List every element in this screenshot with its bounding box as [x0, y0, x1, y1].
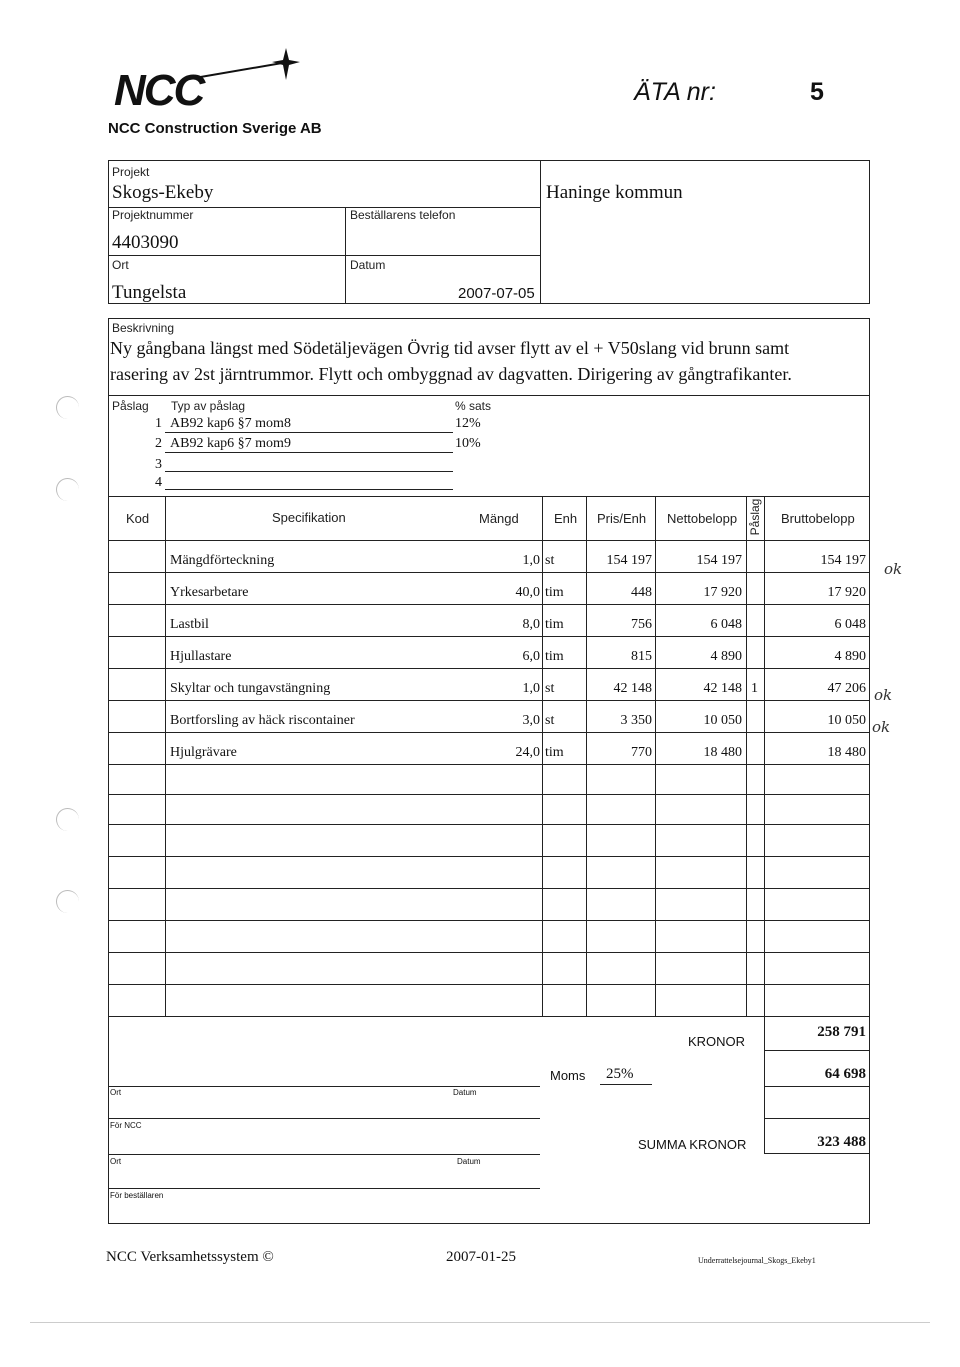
logo-text: NCC: [114, 66, 204, 115]
summa-value: 323 488: [817, 1134, 866, 1150]
moms-label: Moms: [550, 1068, 586, 1083]
kronor-value: 258 791: [817, 1024, 866, 1040]
ncc-logo: [108, 40, 308, 115]
for-ncc-label: För NCC: [110, 1121, 142, 1130]
row-mangd: 40,0: [515, 585, 540, 600]
paslag-label: Påslag: [112, 399, 149, 413]
row-mangd: 1,0: [522, 681, 540, 696]
punch-hole: [56, 478, 79, 501]
row-brutto: 10 050: [827, 713, 866, 728]
ata-number: 5: [810, 78, 824, 106]
main-form-box: [108, 318, 870, 1224]
paslag-row-num: 4: [155, 475, 162, 490]
row-enh: st: [545, 553, 555, 568]
punch-hole: [56, 808, 79, 831]
col-header-enh: Enh: [554, 511, 578, 526]
row-netto: 10 050: [703, 713, 742, 728]
col-header-kod: Kod: [126, 511, 150, 526]
row-pris: 3 350: [620, 713, 652, 728]
row-brutto: 154 197: [820, 553, 866, 568]
row-paslag: 1: [751, 681, 758, 696]
row-mangd: 3,0: [522, 713, 540, 728]
description-line-2: rasering av 2st järntrummor. Flytt och ombyggnad av dagvatten. Dirigering av gångtrafikanter.: [110, 364, 792, 384]
paslag-row-pct: 12%: [455, 416, 481, 431]
handwritten-note: ok: [884, 560, 903, 578]
paslag-row-type: AB92 kap6 §7 mom9: [170, 436, 291, 451]
col-header-specifikation: Specifikation: [272, 510, 346, 525]
row-mangd: 24,0: [515, 745, 540, 760]
row-specifikation: Skyltar och tungavstängning: [170, 681, 331, 696]
row-mangd: 8,0: [522, 617, 540, 632]
paslag-row-num: 1: [155, 416, 162, 431]
row-mangd: 1,0: [522, 553, 540, 568]
row-brutto: 18 480: [827, 745, 866, 760]
row-enh: tim: [545, 649, 564, 664]
row-netto: 18 480: [703, 745, 742, 760]
handwritten-note: ok: [874, 686, 893, 704]
row-netto: 154 197: [696, 553, 742, 568]
row-pris: 154 197: [606, 553, 652, 568]
row-specifikation: Lastbil: [170, 617, 209, 632]
place-label: Ort: [112, 258, 129, 272]
row-netto: 17 920: [703, 585, 742, 600]
row-brutto: 4 890: [834, 649, 866, 664]
row-specifikation: Mängdförteckning: [170, 553, 275, 568]
kronor-label: KRONOR: [688, 1034, 746, 1049]
footer-system: NCC Verksamhetssystem ©: [106, 1249, 274, 1265]
project-value: Skogs-Ekeby: [112, 182, 214, 203]
signature-ort-label: Ort: [110, 1088, 122, 1097]
paslag-row-pct: 10%: [455, 436, 481, 451]
place-value: Tungelsta: [112, 282, 187, 303]
row-specifikation: Yrkesarbetare: [170, 585, 249, 600]
paslag-type-label: Typ av påslag: [171, 399, 246, 413]
paslag-pct-label: % sats: [455, 399, 492, 413]
col-header-paslag: Påslag: [748, 498, 762, 536]
row-enh: st: [545, 713, 555, 728]
col-header-brutto: Bruttobelopp: [781, 511, 855, 526]
row-pris: 770: [631, 745, 652, 760]
footer-file: Underrattelsejournal_Skogs_Ekeby1: [698, 1256, 816, 1265]
description-line-1: Ny gångbana längst med Södetäljevägen Övrig tid avser flytt av el + V50slang vid brunn samt: [110, 338, 790, 358]
summa-label: SUMMA KRONOR: [638, 1137, 747, 1152]
moms-value: 64 698: [824, 1066, 866, 1082]
date-value: 2007-07-05: [458, 285, 535, 302]
moms-percent: 25%: [606, 1066, 634, 1082]
signature-datum-label: Datum: [453, 1088, 477, 1097]
project-number-value: 4403090: [112, 232, 179, 253]
punch-hole: [56, 396, 79, 419]
client-phone-label: Beställarens telefon: [350, 208, 456, 222]
row-netto: 42 148: [703, 681, 742, 696]
handwritten-note: ok: [872, 718, 891, 736]
row-netto: 4 890: [710, 649, 742, 664]
company-name: NCC Construction Sverige AB: [108, 120, 322, 137]
row-brutto: 17 920: [827, 585, 866, 600]
row-brutto: 47 206: [827, 681, 866, 696]
row-enh: tim: [545, 617, 564, 632]
row-pris: 42 148: [613, 681, 652, 696]
project-label: Projekt: [112, 165, 150, 179]
footer-date: 2007-01-25: [446, 1249, 516, 1265]
row-netto: 6 048: [710, 617, 742, 632]
punch-hole: [56, 890, 79, 913]
row-pris: 448: [631, 585, 652, 600]
row-pris: 756: [631, 617, 652, 632]
col-header-pris: Pris/Enh: [597, 511, 647, 526]
paslag-row-num: 2: [155, 436, 162, 451]
row-mangd: 6,0: [522, 649, 540, 664]
signature-datum-label-2: Datum: [457, 1157, 481, 1166]
description-label: Beskrivning: [112, 321, 175, 335]
paslag-row-type: AB92 kap6 §7 mom8: [170, 416, 291, 431]
ata-label: ÄTA nr:: [634, 78, 716, 106]
row-brutto: 6 048: [834, 617, 866, 632]
row-specifikation: Bortforsling av häck riscontainer: [170, 713, 355, 728]
signature-ort-label-2: Ort: [110, 1157, 122, 1166]
row-enh: tim: [545, 585, 564, 600]
project-box: [108, 160, 870, 304]
row-specifikation: Hjullastare: [170, 649, 232, 664]
row-pris: 815: [631, 649, 652, 664]
col-header-mangd: Mängd: [479, 511, 519, 526]
project-number-label: Projektnummer: [112, 208, 194, 222]
for-bestallaren-label: För beställaren: [110, 1191, 164, 1200]
row-enh: st: [545, 681, 555, 696]
date-label: Datum: [350, 258, 386, 272]
col-header-netto: Nettobelopp: [667, 511, 738, 526]
client-name: Haninge kommun: [546, 182, 683, 203]
paslag-row-num: 3: [155, 457, 162, 472]
row-enh: tim: [545, 745, 564, 760]
row-specifikation: Hjulgrävare: [170, 745, 237, 760]
